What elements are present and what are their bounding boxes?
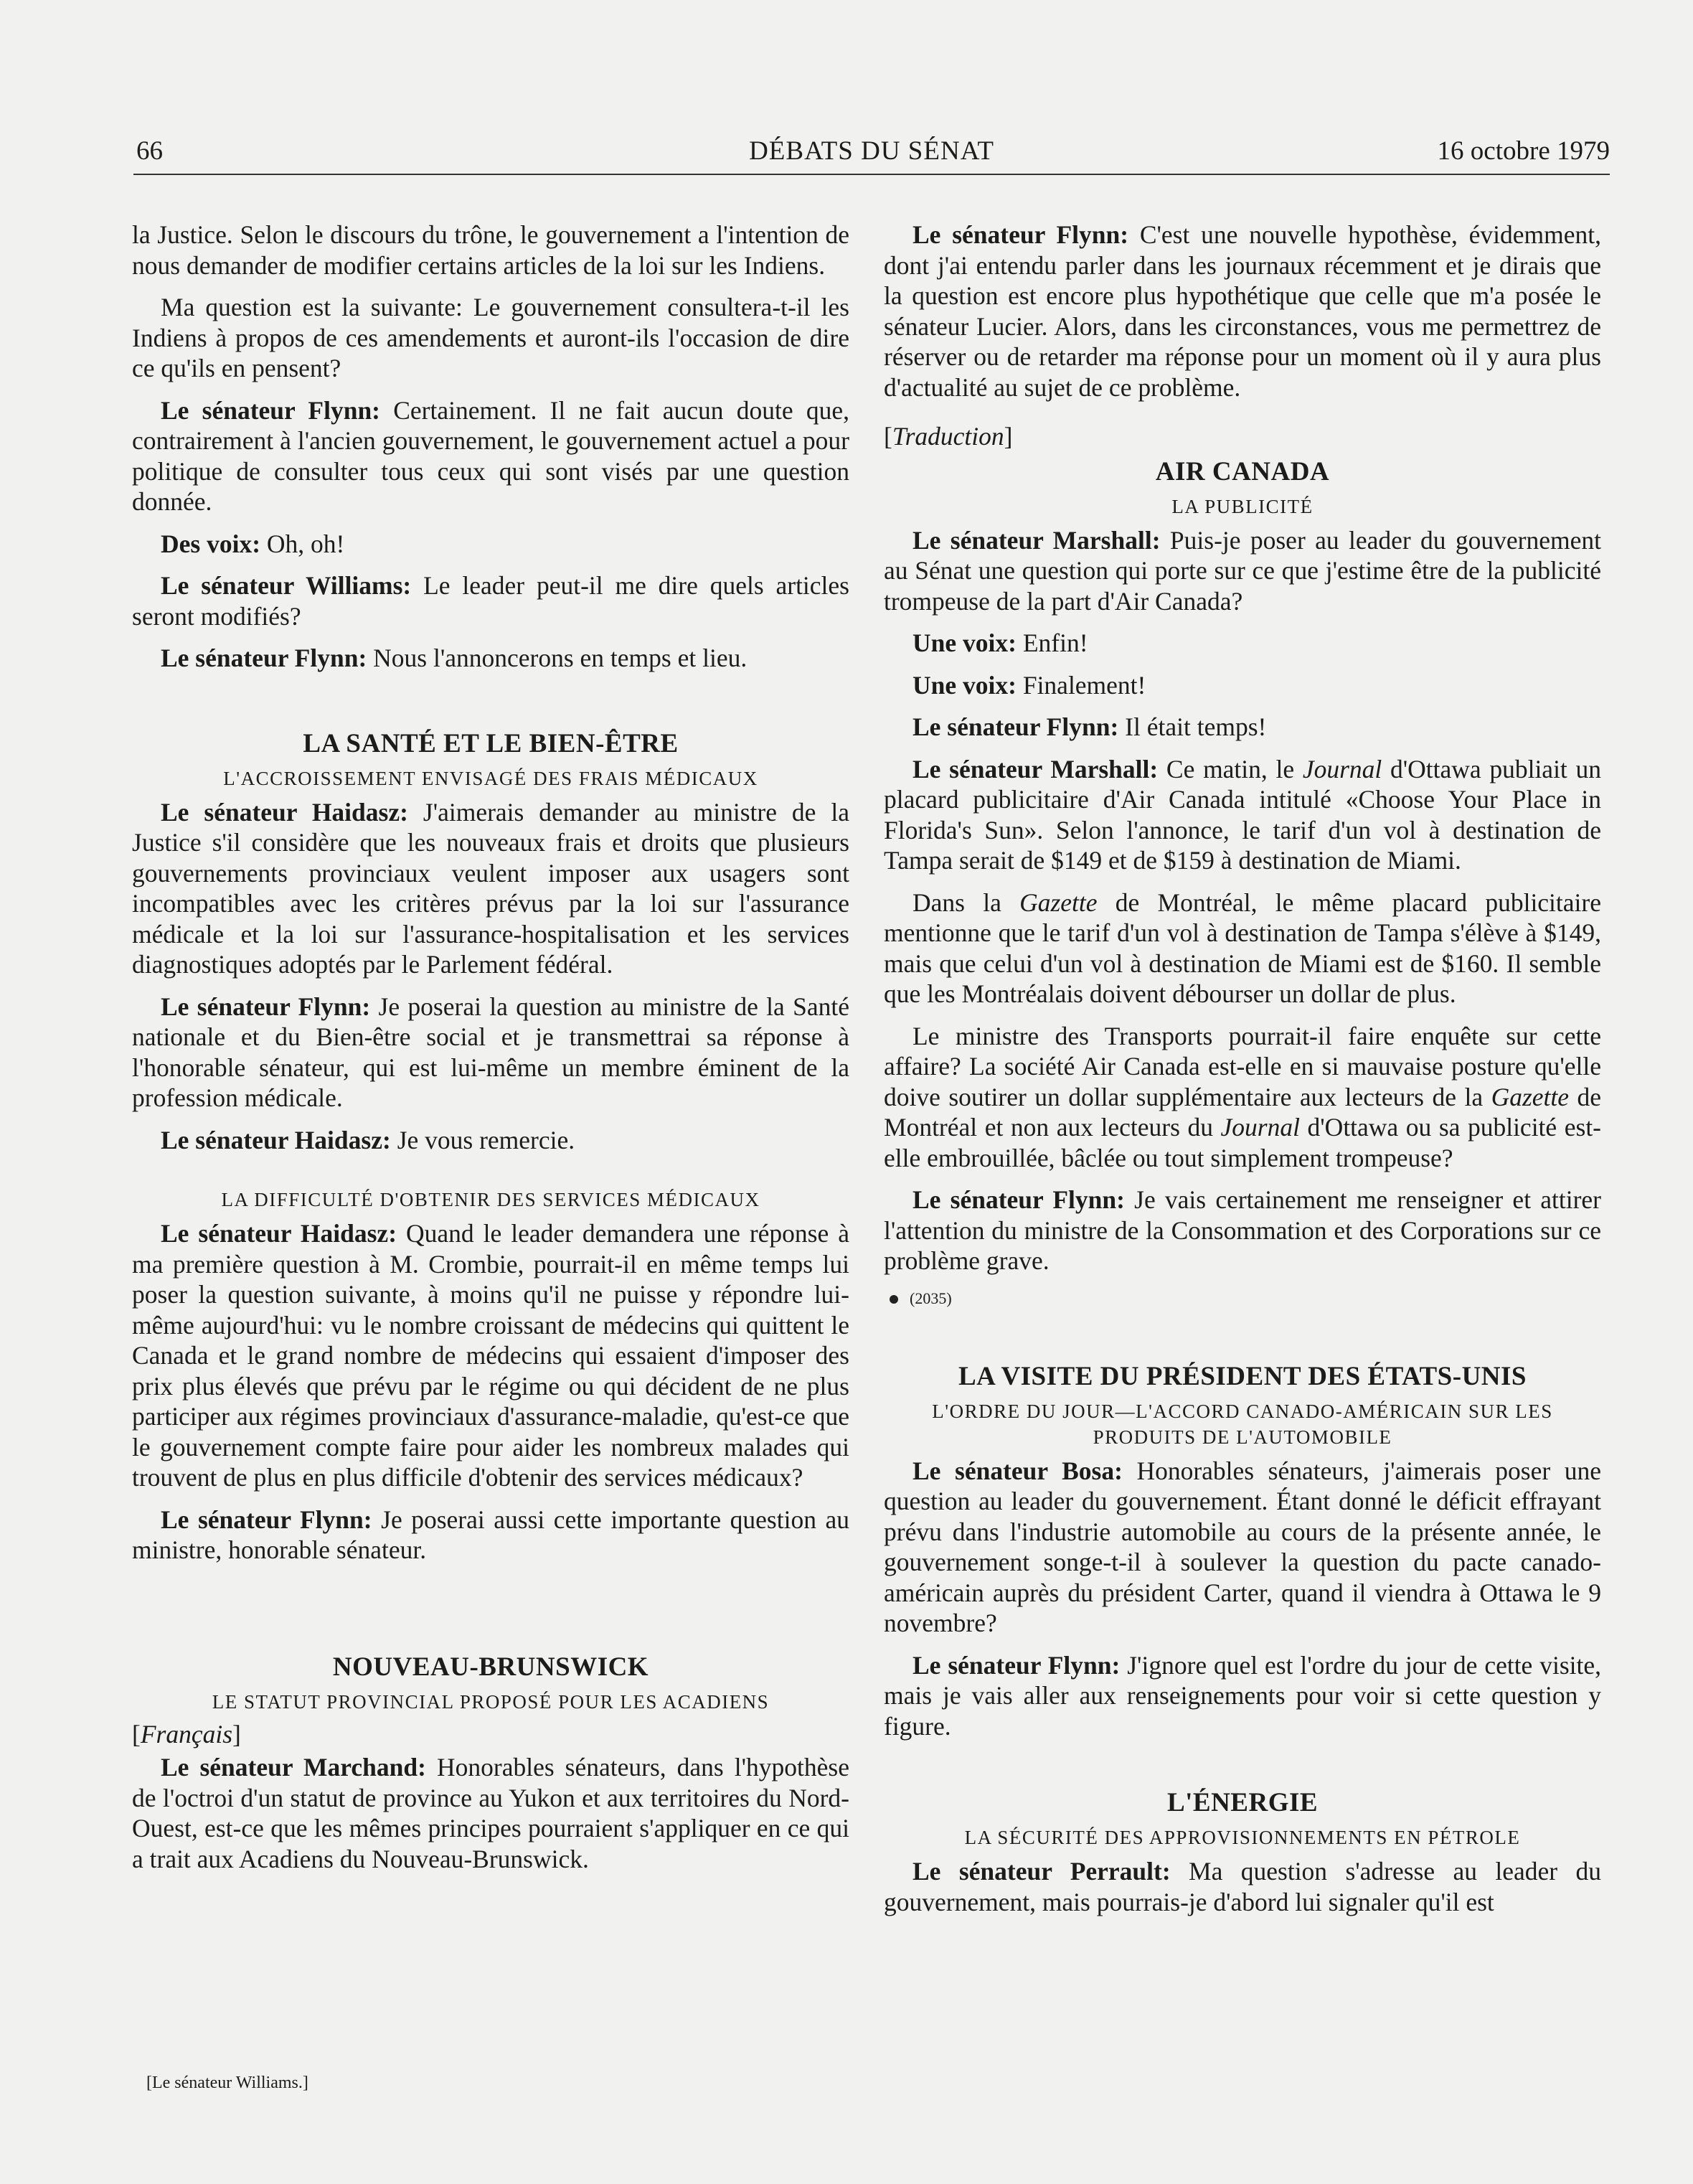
subsection-heading: L'ORDRE DU JOUR—L'ACCORD CANADO-AMÉRICAIN SUR LES (932, 1400, 1553, 1422)
subsection-heading: LA SÉCURITÉ DES APPROVISIONNEMENTS EN PÉTROLE (964, 1827, 1521, 1848)
paragraph: Le sénateur Flynn: Je poserai aussi cette importante question au ministre, honorable sénateur. (132, 1505, 849, 1564)
page-header (133, 133, 1610, 175)
paragraph: Le sénateur Flynn: Je vais certainement me renseigner et attirer l'attention du ministre de la Consommation et des Corporations sur ce problème grave. (884, 1185, 1602, 1275)
speaker-name: Le sénateur Marshall: (912, 525, 1161, 555)
speaker-name: Le sénateur Flynn: (161, 1505, 372, 1534)
paragraph: Le sénateur Flynn: Je poserai la question au ministre de la Santé nationale et du Bien-être social et je transmettrai sa réponse à l'honorable sénateur, qui est lui-même un membre éminent de la profession médicale. (132, 992, 849, 1112)
paragraph: Le sénateur Williams: Le leader peut-il me dire quels articles seront modifiés? (132, 571, 849, 631)
section-heading: LA VISITE DU PRÉSIDENT DES ÉTATS-UNIS (958, 1361, 1527, 1391)
speaker-name: Le sénateur Marshall: (912, 754, 1159, 783)
paragraph: Des voix: Oh, oh! (161, 529, 345, 558)
speaker-name: Le sénateur Williams: (161, 571, 412, 600)
paragraph: Le sénateur Perrault: Ma question s'adresse au leader du gouvernement, mais pourrais-je d'abord lui signaler qu'il est (884, 1857, 1601, 1916)
publication-title: DÉBATS DU SÉNAT (749, 136, 994, 166)
speaker-name: Le sénateur Flynn: (912, 1650, 1121, 1680)
paragraph: Le sénateur Marchand: Honorables sénateurs, dans l'hypothèse de l'octroi d'un statut de province au Yukon et aux territoires du Nord-Ouest, est-ce que les mêmes principes pourraient s'appliquer en ce qui a trait aux Acadiens du Nouveau-Brunswick. (132, 1753, 849, 1873)
speaker-name: Le sénateur Haidasz: (161, 797, 408, 827)
paragraph: Le sénateur Haidasz: Quand le leader demandera une réponse à ma première question à M. Crombie, pourrait-il en même temps lui poser la question suivante, à moins qu'il ne puisse y répondre lui-même aujourd'hui: vu le nombre croissant de médecins qui quittent le Canada et le grand nombre de médecins qui essaient d'imposer des prix plus élevés que prévu par le régime ou qui décident de ne plus participer aux régimes provinciaux d'assurance-maladie, qu'est-ce que le gouvernement compte faire pour aider les nombreux malades qui trouvent de plus en plus difficile d'obtenir des services médicaux? (132, 1219, 849, 1492)
paragraph: Le sénateur Haidasz: J'aimerais demander au ministre de la Justice s'il considère que les nouveaux frais et droits que plusieurs gouvernements provinciaux veulent imposer aux usagers sont incompatibles avec les critères prévus par la loi sur l'assurance médicale et la loi sur l'assurance-hospitalisation et les services diagnostiques adoptés par le Parlement fédéral. (132, 797, 849, 979)
paragraph: Le sénateur Bosa: Honorables sénateurs, j'aimerais poser une question au leader du gouvernement. Étant donné le déficit effrayant prévu dans l'industrie automobile au cours de la présente année, le gouvernement songe-t-il à soulever la question du pacte canado-américain auprès du président Carter, quand il viendra à Ottawa le 9 novembre? (884, 1456, 1601, 1637)
time-marker: (2035) (890, 1288, 1601, 1309)
paragraph: Le sénateur Flynn: C'est une nouvelle hypothèse, évidemment, dont j'ai entendu parler dans les journaux récemment et je dirais que la question est encore plus hypothétique que celle que m'a posée le sénateur Lucier. Alors, dans les circonstances, vous me permettrez de réserver ou de retarder ma réponse pour un moment où il y aura plus d'actualité au sujet de ce problème. (884, 220, 1602, 402)
paragraph: Une voix: Enfin! (912, 629, 1088, 657)
paragraph: Le sénateur Flynn: Certainement. Il ne fait aucun doute que, contrairement à l'ancien gouvernement, le gouvernement actuel a pour politique de consulter tous ceux qui sont visés par une question donnée. (132, 395, 849, 516)
paragraph: Une voix: Finalement! (912, 670, 1146, 700)
paragraph: la Justice. Selon le discours du trône, le gouvernement a l'intention de nous demander de modifier certains articles de la loi sur les Indiens. (132, 220, 849, 280)
section-heading: AIR CANADA (1155, 456, 1330, 486)
speaker-name: Le sénateur Flynn: (912, 712, 1119, 741)
footnote: [Le sénateur Williams.] (146, 2074, 308, 2092)
speaker-name: Le sénateur Marchand: (161, 1753, 426, 1781)
bullet-icon (890, 1295, 898, 1304)
speaker-name: Une voix: (912, 670, 1017, 700)
speaker-name: Le sénateur Haidasz: (161, 1125, 391, 1154)
speaker-name: Le sénateur Haidasz: (161, 1219, 397, 1248)
paragraph: Dans la Gazette de Montréal, le même placard publicitaire mentionne que le tarif d'un vol à destination de Tampa s'élève à $149, mais que celui d'un vol à destination de Miami est de $160. Il semble que les Montréalais doivent débourser un dollar de plus. (884, 888, 1601, 1008)
subsection-heading: PRODUITS DE L'AUTOMOBILE (1093, 1426, 1392, 1448)
language-tag: [Traduction] (884, 422, 1013, 451)
paragraph: Ma question est la suivante: Le gouvernement consultera-t-il les Indiens à propos de ces amendements et auront-ils l'occasion de dire ce qu'ils en pensent? (132, 293, 849, 382)
speaker-name: Le sénateur Flynn: (161, 644, 367, 672)
paragraph: Le sénateur Marshall: Puis-je poser au leader du gouvernement au Sénat une question qui porte sur ce que j'estime être de la publicité trompeuse de la part d'Air Canada? (884, 525, 1601, 616)
section-heading: NOUVEAU-BRUNSWICK (332, 1652, 649, 1682)
speaker-name: Une voix: (912, 629, 1017, 657)
subsection-heading: LA PUBLICITÉ (1171, 495, 1314, 517)
right-column (884, 220, 1601, 1929)
paragraph: Le ministre des Transports pourrait-il faire enquête sur cette affaire? La société Air Canada est-elle en si mauvaise posture qu'elle doive soutirer un dollar supplémentaire aux lecteurs de la Gazette de Montréal et non aux lecteurs du Journal d'Ottawa ou sa publicité est-elle embrouillée, bâclée ou tout simplement trompeuse? (884, 1021, 1602, 1172)
speaker-name: Des voix: (161, 529, 261, 558)
language-tag: [Français] (132, 1719, 241, 1748)
speaker-name: Le sénateur Flynn: (161, 395, 381, 425)
paragraph: Le sénateur Marshall: Ce matin, le Journal d'Ottawa publiait un placard publicitaire d'Air Canada intitulé «Choose Your Place in Florida's Sun». Selon l'annonce, le tarif d'un vol à destination de Tampa serait de $149 et de $159 à destination de Miami. (884, 754, 1601, 875)
publication-date: 16 octobre 1979 (1437, 136, 1610, 166)
speaker-name: Le sénateur Flynn: (912, 1185, 1125, 1214)
speaker-name: Le sénateur Bosa: (912, 1456, 1123, 1485)
subsection-heading: L'ACCROISSEMENT ENVISAGÉ DES FRAIS MÉDICAUX (223, 767, 758, 789)
page-number: 66 (136, 136, 163, 166)
paragraph: Le sénateur Flynn: Nous l'annoncerons en temps et lieu. (161, 644, 748, 672)
left-column (132, 220, 849, 1886)
paragraph: Le sénateur Haidasz: Je vous remercie. (161, 1125, 575, 1154)
subsection-heading: LE STATUT PROVINCIAL PROPOSÉ POUR LES ACADIENS (212, 1690, 770, 1713)
speaker-name: Le sénateur Perrault: (912, 1857, 1171, 1886)
speaker-name: Le sénateur Flynn: (161, 992, 371, 1021)
speaker-name: Le sénateur Flynn: (912, 220, 1129, 249)
section-heading: L'ÉNERGIE (1166, 1788, 1319, 1817)
section-heading: LA SANTÉ ET LE BIEN-ÊTRE (303, 728, 679, 758)
paragraph: Le sénateur Flynn: Il était temps! (912, 712, 1267, 741)
paragraph: Le sénateur Flynn: J'ignore quel est l'ordre du jour de cette visite, mais je vais aller aux renseignements pour voir si cette question y figure. (884, 1650, 1602, 1741)
subsection-heading: LA DIFFICULTÉ D'OBTENIR DES SERVICES MÉDICAUX (221, 1189, 760, 1210)
